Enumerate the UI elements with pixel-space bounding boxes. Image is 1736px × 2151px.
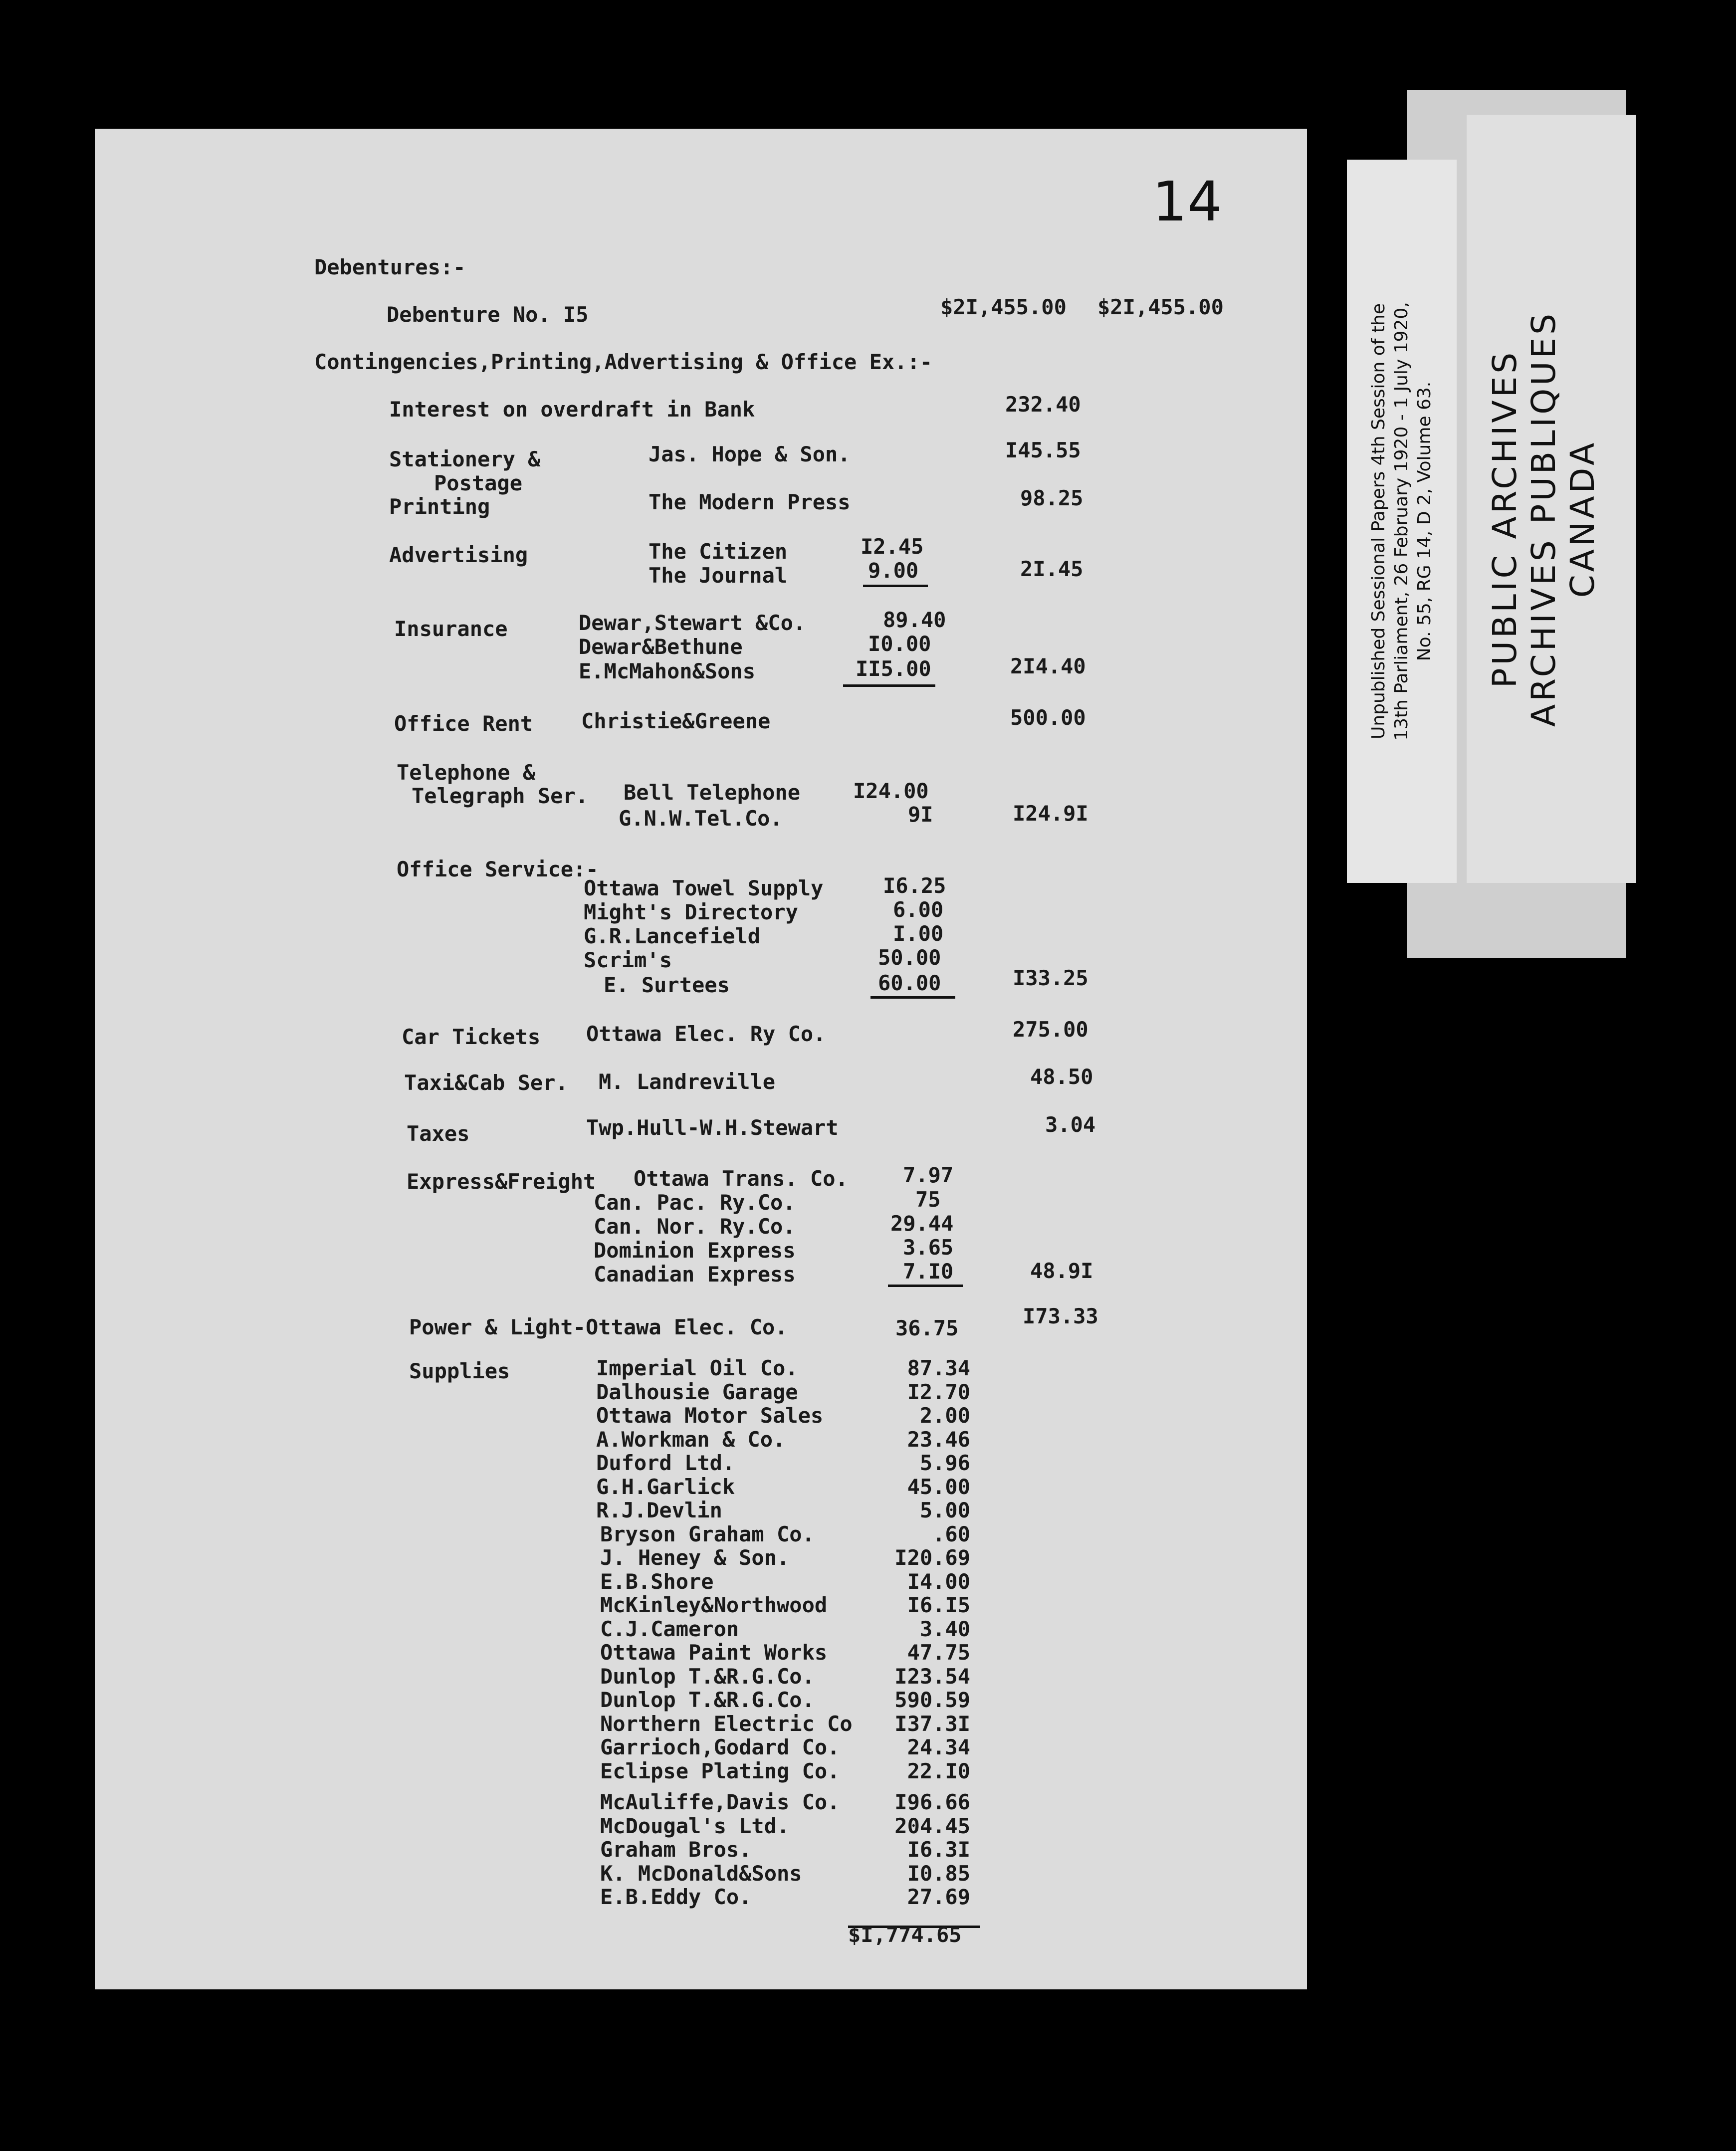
supplies-amount: 204.45 (894, 1813, 970, 1838)
advertising-label: Advertising (389, 543, 528, 567)
power-amount: 36.75 (895, 1316, 959, 1340)
telephone-total: I24.9I (1013, 801, 1088, 826)
supplies-amount: 22.I0 (907, 1758, 970, 1783)
archive-caption-line3: No. 55, RG 14, D 2, Volume 63. (1414, 381, 1435, 661)
printing-payee: The Modern Press (649, 490, 851, 514)
express-amount-2: 75 (915, 1187, 941, 1212)
office-rent-payee: Christie&Greene (581, 709, 771, 733)
supplies-payee: Garrioch,Godard Co. (600, 1735, 840, 1759)
advertising-amount-1: I2.45 (861, 534, 924, 559)
express-amount-1: 7.97 (903, 1163, 954, 1187)
supplies-amount: 590.59 (894, 1688, 970, 1712)
supplies-amount: 2.00 (919, 1403, 970, 1428)
supplies-amount: 47.75 (907, 1640, 970, 1665)
taxes-total: 3.04 (1045, 1112, 1096, 1137)
express-payee-2: Can. Pac. Ry.Co. (594, 1190, 796, 1215)
supplies-payee: McKinley&Northwood (600, 1593, 828, 1617)
car-tickets-label: Car Tickets (402, 1025, 541, 1049)
office-service-total: I33.25 (1013, 966, 1088, 990)
underline (870, 996, 955, 999)
supplies-payee: Northern Electric Co (600, 1711, 853, 1736)
office-service-amount-5: 60.00 (878, 971, 941, 995)
express-payee-5: Canadian Express (594, 1262, 796, 1287)
interest-label: Interest on overdraft in Bank (389, 397, 755, 422)
supplies-amount: I4.00 (907, 1569, 970, 1594)
supplies-amount: I20.69 (894, 1545, 970, 1570)
archive-stamp-line2: ARCHIVES PUBLIQUES (1524, 310, 1563, 727)
supplies-payee: G.H.Garlick (596, 1474, 735, 1499)
archive-caption-line1: Unpublished Sessional Papers 4th Session of the (1368, 303, 1389, 740)
supplies-payee: J. Heney & Son. (600, 1545, 790, 1570)
insurance-payee-1: Dewar,Stewart &Co. (579, 611, 806, 635)
underline (843, 684, 935, 687)
office-service-payee-4: Scrim's (584, 948, 672, 972)
office-service-amount-4: 50.00 (878, 945, 941, 970)
heading-contingencies: Contingencies,Printing,Advertising & Office Ex.:- (314, 350, 933, 374)
office-rent-label: Office Rent (394, 711, 533, 736)
supplies-amount: I37.3I (894, 1711, 970, 1736)
supplies-amount: 23.46 (907, 1427, 970, 1452)
telephone-payee-2: G.N.W.Tel.Co. (619, 806, 783, 831)
office-service-label: Office Service:- (397, 857, 599, 881)
underline (888, 1285, 963, 1287)
advertising-payee-2: The Journal (649, 563, 788, 588)
supplies-amount: .60 (932, 1521, 970, 1546)
printing-label: Printing (389, 494, 490, 519)
debenture-label: Debenture No. I5 (387, 302, 589, 327)
power-total: I73.33 (1023, 1304, 1098, 1328)
supplies-payee: Ottawa Paint Works (600, 1640, 828, 1665)
supplies-amount: I0.85 (907, 1861, 970, 1886)
office-service-amount-1: I6.25 (883, 873, 946, 898)
supplies-payee: Graham Bros. (600, 1837, 752, 1862)
taxi-payee: M. Landreville (599, 1070, 776, 1094)
supplies-payee: R.J.Devlin (596, 1498, 722, 1522)
supplies-amount: I6.3I (907, 1837, 970, 1862)
office-service-payee-1: Ottawa Towel Supply (584, 876, 824, 900)
debenture-amount: $2I,455.00 (940, 295, 1067, 319)
supplies-amount: 27.69 (907, 1885, 970, 1909)
supplies-payee: McAuliffe,Davis Co. (600, 1790, 840, 1814)
express-label: Express&Freight (407, 1169, 596, 1194)
telephone-label: Telephone & (397, 760, 536, 785)
supplies-payee: Imperial Oil Co. (596, 1356, 798, 1380)
supplies-payee: K. McDonald&Sons (600, 1861, 802, 1886)
supplies-payee: Dunlop T.&R.G.Co. (600, 1664, 815, 1689)
office-service-amount-3: I.00 (893, 921, 944, 946)
car-tickets-payee: Ottawa Elec. Ry Co. (586, 1022, 826, 1046)
supplies-payee: McDougal's Ltd. (600, 1813, 790, 1838)
underline (863, 585, 928, 587)
car-tickets-total: 275.00 (1013, 1017, 1088, 1042)
supplies-payee: E.B.Shore (600, 1569, 714, 1594)
debenture-total: $2I,455.00 (1097, 295, 1224, 319)
archive-caption-label (1347, 160, 1457, 883)
telephone-payee-1: Bell Telephone (624, 780, 801, 805)
office-service-payee-2: Might's Directory (584, 900, 798, 924)
supplies-amount: 45.00 (907, 1474, 970, 1499)
office-service-amount-2: 6.00 (893, 897, 944, 922)
advertising-amount-2: 9.00 (868, 558, 919, 583)
insurance-label: Insurance (394, 617, 508, 641)
insurance-total: 2I4.40 (1010, 654, 1086, 678)
express-payee-3: Can. Nor. Ry.Co. (594, 1214, 796, 1239)
office-service-payee-3: G.R.Lancefield (584, 924, 761, 948)
archive-stamp-line3: CANADA (1563, 439, 1602, 598)
express-amount-3: 29.44 (890, 1211, 954, 1236)
insurance-amount-1: 89.40 (883, 608, 946, 632)
stationery-label-2: Postage (434, 471, 523, 495)
express-payee-1: Ottawa Trans. Co. (634, 1166, 848, 1191)
supplies-amount: I23.54 (894, 1664, 970, 1689)
taxes-label: Taxes (407, 1121, 470, 1146)
supplies-payee: A.Workman & Co. (596, 1427, 786, 1452)
telephone-label-2: Telegraph Ser. (412, 784, 589, 808)
taxes-payee: Twp.Hull-W.H.Stewart (586, 1115, 839, 1140)
express-total: 48.9I (1030, 1259, 1093, 1283)
advertising-total: 2I.45 (1020, 557, 1084, 581)
supplies-payee: Eclipse Plating Co. (600, 1758, 840, 1783)
archive-caption-line2: 13th Parliament, 26 February 1920 - 1 July 1920, (1391, 302, 1412, 741)
supplies-amount: 24.34 (907, 1735, 970, 1759)
supplies-label: Supplies (409, 1359, 510, 1383)
insurance-amount-2: I0.00 (868, 632, 931, 656)
insurance-amount-3: II5.00 (856, 656, 931, 681)
supplies-payee: E.B.Eddy Co. (600, 1885, 752, 1909)
supplies-amount: 5.96 (919, 1451, 970, 1475)
supplies-amount: 3.40 (919, 1616, 970, 1641)
taxi-total: 48.50 (1030, 1065, 1093, 1089)
express-amount-5: 7.I0 (903, 1259, 954, 1284)
supplies-payee: Dunlop T.&R.G.Co. (600, 1688, 815, 1712)
interest-total: 232.40 (1005, 392, 1081, 417)
supplies-total: $I,774.65 (848, 1923, 962, 1947)
express-payee-4: Dominion Express (594, 1238, 796, 1263)
supplies-payee: Ottawa Motor Sales (596, 1403, 824, 1428)
supplies-payee: Duford Ltd. (596, 1451, 735, 1475)
heading-debentures: Debentures:- (314, 255, 466, 279)
insurance-payee-3: E.McMahon&Sons (579, 659, 756, 683)
page-number: 14 (1152, 170, 1222, 233)
taxi-label: Taxi&Cab Ser. (404, 1071, 568, 1095)
archive-stamp (1486, 284, 1602, 753)
supplies-amount: I6.I5 (907, 1593, 970, 1617)
stationery-label: Stationery & (389, 447, 541, 471)
supplies-amount: 87.34 (907, 1356, 970, 1380)
advertising-payee-1: The Citizen (649, 539, 788, 564)
insurance-payee-2: Dewar&Bethune (579, 635, 743, 659)
supplies-amount: I2.70 (907, 1379, 970, 1404)
stationery-payee: Jas. Hope & Son. (649, 442, 851, 466)
archive-stamp-line1: PUBLIC ARCHIVES (1486, 349, 1524, 688)
supplies-payee: Bryson Graham Co. (600, 1521, 815, 1546)
printing-total: 98.25 (1020, 486, 1084, 510)
supplies-payee: C.J.Cameron (600, 1616, 739, 1641)
office-rent-total: 500.00 (1010, 705, 1086, 730)
telephone-amount-1: I24.00 (853, 779, 929, 803)
power-label: Power & Light-Ottawa Elec. Co. (409, 1315, 788, 1339)
office-service-payee-5: E. Surtees (604, 973, 730, 997)
supplies-amount: 5.00 (919, 1498, 970, 1522)
supplies-payee: Dalhousie Garage (596, 1379, 798, 1404)
telephone-amount-2: 9I (908, 802, 933, 827)
supplies-amount: I96.66 (894, 1790, 970, 1814)
express-amount-4: 3.65 (903, 1235, 954, 1260)
stationery-total: I45.55 (1005, 438, 1081, 462)
